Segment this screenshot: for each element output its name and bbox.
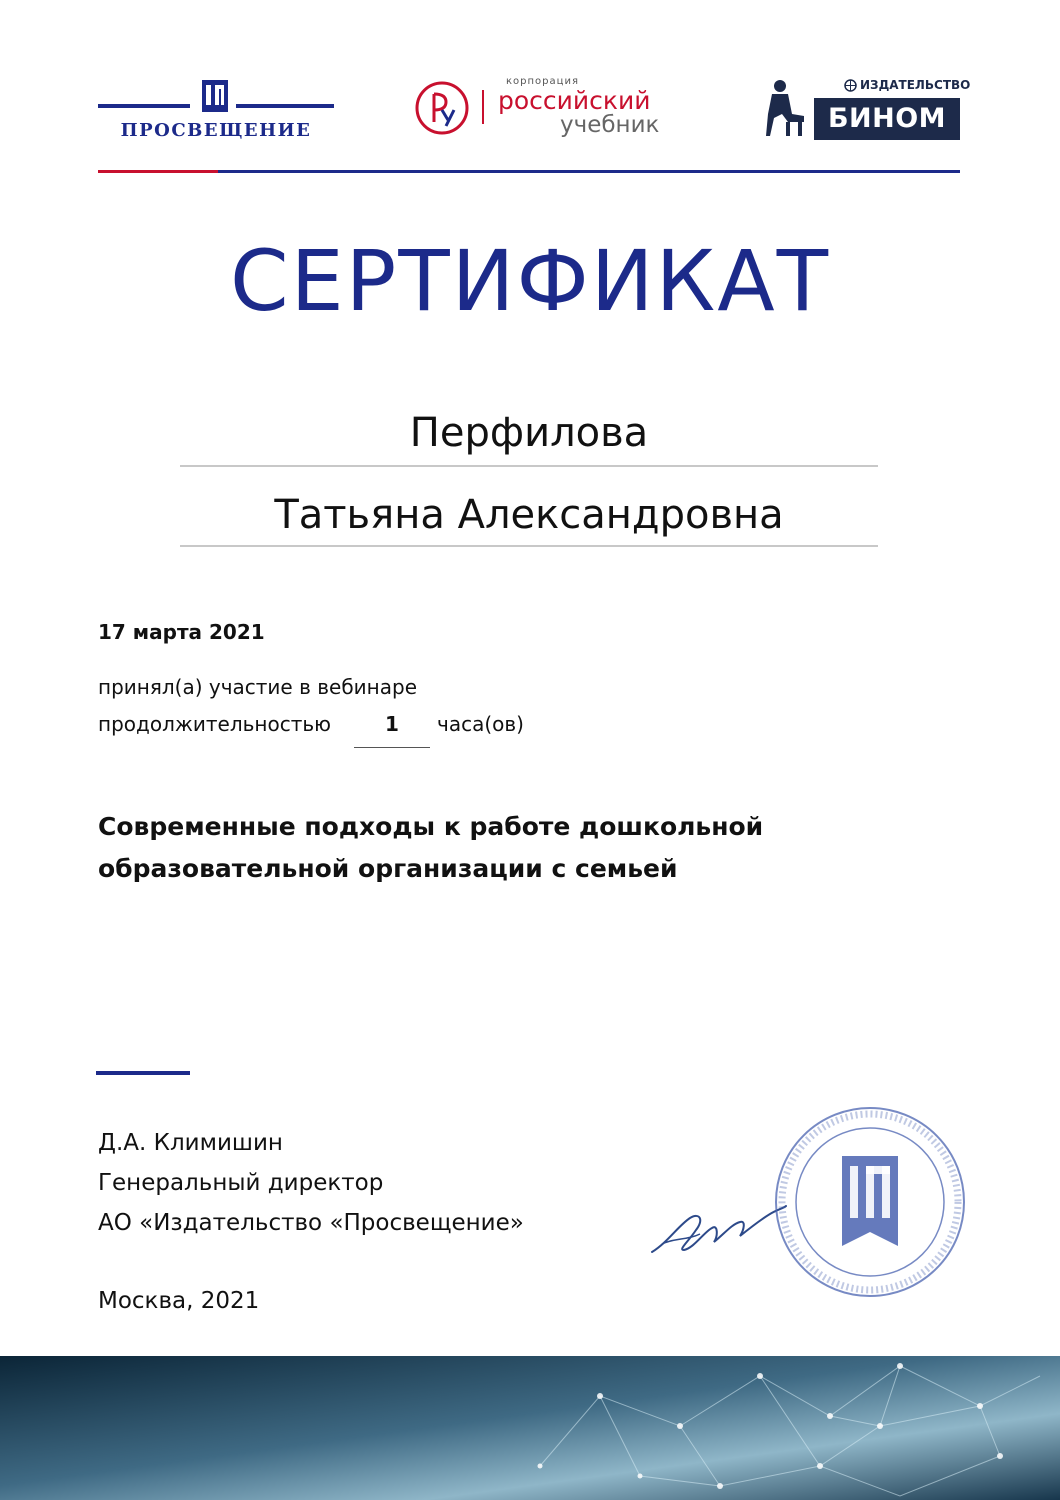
recipient-surname: Перфилова xyxy=(409,410,649,456)
duration-label: продолжительностью xyxy=(98,712,331,736)
logo-bar-right xyxy=(236,104,334,108)
ru-logo-line-2: учебник xyxy=(560,112,660,138)
place-year: Москва, 2021 xyxy=(98,1288,260,1314)
webinar-title-line-2: образовательной организации с семьей xyxy=(98,854,678,883)
webinar-title xyxy=(98,806,878,890)
duration-underline xyxy=(354,747,430,748)
signature-divider xyxy=(96,1071,190,1075)
duration-value: 1 xyxy=(385,712,399,736)
given-names-underline xyxy=(180,545,878,547)
webinar-title-line-1: Современные подходы к работе дошкольной xyxy=(98,812,764,841)
header-divider-accent xyxy=(98,170,218,173)
prosveshchenie-logo xyxy=(98,78,334,148)
signatory-name: Д.А. Климишин xyxy=(98,1130,283,1156)
surname-underline xyxy=(180,465,878,467)
signatory-organization: АО «Издательство «Просвещение» xyxy=(98,1210,524,1236)
duration-unit: часа(ов) xyxy=(437,712,524,736)
company-seal-stamp xyxy=(772,1104,968,1300)
ru-circle-icon xyxy=(414,80,470,136)
prosveshchenie-wordmark: ПРОСВЕЩЕНИЕ xyxy=(120,120,312,141)
event-date: 17 марта 2021 xyxy=(98,620,265,644)
seated-figure-icon xyxy=(762,78,808,138)
binom-name-box: БИНОМ xyxy=(814,98,960,140)
recipient-given-names: Татьяна Александровна xyxy=(274,492,784,538)
footer-network-banner xyxy=(0,1356,1060,1500)
header-divider xyxy=(98,170,960,173)
binom-publisher-label: ИЗДАТЕЛЬСТВО xyxy=(860,78,971,92)
certificate-title: СЕРТИФИКАТ xyxy=(229,232,831,330)
handwritten-signature xyxy=(648,1198,788,1264)
logo-bar-left xyxy=(98,104,190,108)
signatory-position: Генеральный директор xyxy=(98,1170,384,1196)
ru-logo-line-1: российский xyxy=(498,86,651,115)
prosveshchenie-mark-icon xyxy=(202,80,228,112)
logo-separator xyxy=(482,90,484,124)
participation-text: принял(а) участие в вебинаре xyxy=(98,675,417,699)
russian-textbook-logo xyxy=(414,76,694,140)
ru-logo-small-text: корпорация xyxy=(506,76,579,87)
binom-logo xyxy=(762,78,971,142)
globe-icon xyxy=(844,79,857,92)
